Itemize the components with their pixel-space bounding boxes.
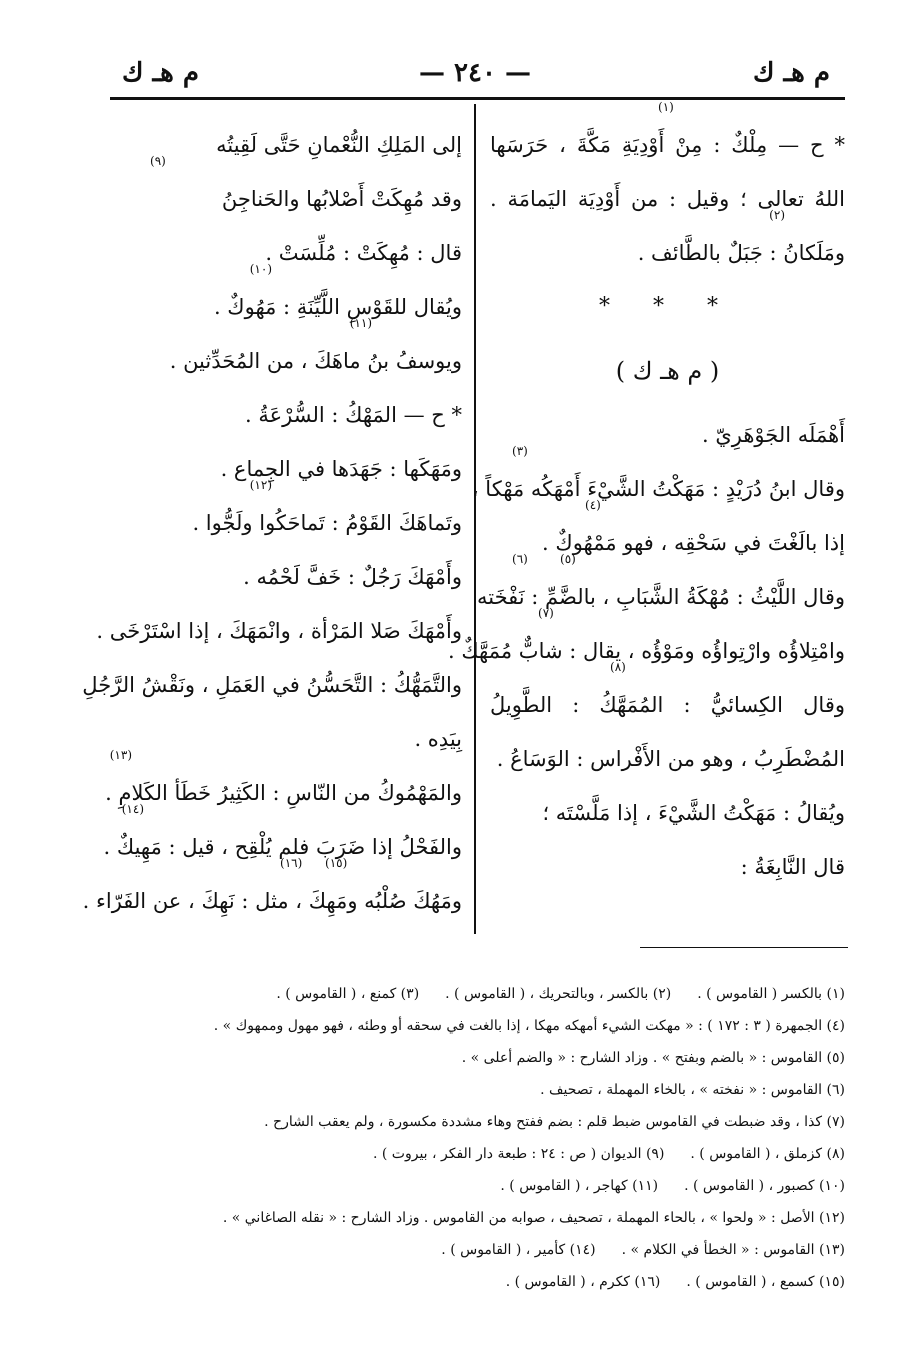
text-line: والفَحْلُ إذا ضَرَبَ فلم يُلْقِح ، قيل : مَهِيكٌ . (١٤) bbox=[103, 802, 462, 859]
page-header bbox=[110, 52, 840, 96]
text-line: ومَلَكانُ : جَبَلٌ بالطَّائف . (٢) bbox=[637, 208, 845, 265]
footnote-mark: (٨) bbox=[610, 660, 626, 674]
text-line: والمَهْمُوكُ من النّاسِ : الكَثِيرُ خَطَأ الكَلامِ . (١٣) bbox=[105, 748, 462, 805]
footnote-mark: (١٦) bbox=[280, 856, 303, 870]
footnote: (١٣) القاموس : « الخطأ في الكلام » . bbox=[621, 1242, 845, 1258]
footnote-row bbox=[110, 1074, 845, 1106]
footnote-mark: (١٥) bbox=[325, 856, 348, 870]
footnote-row bbox=[110, 1042, 845, 1074]
footnote-mark: (٥) bbox=[560, 552, 576, 566]
section-separator: * * * bbox=[599, 294, 736, 319]
text-line: ومَهُكَ صُلْبُه ومَهِكَ ، مثل : نَهِكَ ، عن الفَرّاء . (١٥) (١٦) bbox=[82, 856, 462, 913]
text-line: المُضْطَرِبُ ، وهو من الأَفْراس : الوَسَاعُ . bbox=[496, 747, 845, 771]
text-line: ويُقال للقَوْسِ اللَّيِّنَةِ : مَهُوكٌ . (١٠) bbox=[213, 262, 462, 319]
text-line: بِيَدِه . bbox=[414, 727, 462, 751]
footnote-mark: (٩) bbox=[150, 154, 166, 168]
footnote-mark: (١١) bbox=[349, 316, 372, 330]
footnote: (١٥) كسمع ، ( القاموس ) . bbox=[686, 1274, 845, 1290]
footnote-row bbox=[110, 1202, 845, 1234]
footnote: (٧) كذا ، وقد ضبطت في القاموس ضبط قلم : بضم ففتح وهاء مشددة مكسورة ، ولم يعقب الشارح . bbox=[264, 1114, 845, 1130]
text-line: * ح — المَهْكُ : السُّرْعَةُ . bbox=[245, 403, 462, 427]
footnote: (١٦) ككرم ، ( القاموس ) . bbox=[505, 1274, 661, 1290]
text-line: ومَهَكَها : جَهَدَها في الجِماع . bbox=[220, 457, 462, 481]
header-root-right: م هـ ك bbox=[753, 58, 830, 88]
footnotes bbox=[110, 978, 845, 1298]
footnote: (٦) القاموس : « نفخته » ، بالخاء المهملة ، تصحيف . bbox=[540, 1082, 845, 1098]
footnote-row bbox=[110, 1234, 845, 1266]
text-line: وامْتِلاؤُه وارْتِواؤُه ومَوْؤُه ، يقال : شابٌّ مُمَهَّكٌ . (٧) bbox=[448, 606, 845, 663]
text-line: والتَّمَهُّكُ : التَّحَسُّنُ في العَمَلِ ، ونَقْشُ الرَّجُلِ bbox=[82, 673, 462, 697]
footnote-mark: (١٣) bbox=[109, 748, 132, 762]
left-column bbox=[82, 118, 462, 928]
footnote-mark: (٤) bbox=[585, 498, 601, 512]
header-root-left: م هـ ك bbox=[122, 58, 199, 88]
text-line: إذا بالَغْتَ في سَحْقِه ، فهو مَمْهُوكٌ . (٤) bbox=[542, 498, 845, 555]
text-line: ويُقالُ : مَهَكْتُ الشَّيْءَ ، إذا مَلَّسْتَه ؛ bbox=[542, 801, 845, 825]
footnote: (٩) الديوان ( ص : ٢٤ : طبعة دار الفكر ، بيروت ) . bbox=[372, 1146, 665, 1162]
text-line: قال النَّابِغَةُ : bbox=[740, 855, 845, 879]
text-line: وقال ابنُ دُرَيْدٍ : مَهَكْتُ الشَّيْءَ أَمْهَكُه مَهْكاً ، (٣) bbox=[471, 444, 845, 501]
footnote-mark: (٣) bbox=[512, 444, 528, 458]
footnote: (٣) كمنع ، ( القاموس ) . bbox=[276, 986, 420, 1002]
text-line: وقال الكِسائيُّ : المُمَهَّكُ : الطَّوِيلُ (٨) bbox=[490, 660, 845, 717]
footnote-row bbox=[110, 978, 845, 1010]
text-line: وأَمْهَكَ رَجُلٌ : خَفَّ لَحْمُه . bbox=[243, 565, 462, 589]
right-column bbox=[448, 100, 845, 894]
footnote: (١) بالكسر ( القاموس ) . bbox=[697, 986, 845, 1002]
footnote-row bbox=[110, 1266, 845, 1298]
footnote: (١٠) كصبور ، ( القاموس ) . bbox=[684, 1178, 845, 1194]
text-line: * ح — مِلْكٌ : مِنْ أَوْدِيَةِ مَكَّةَ ، حَرَسَها (١) bbox=[490, 100, 845, 157]
footnote: (١٤) كأمير ، ( القاموس ) . bbox=[441, 1242, 596, 1258]
footnote: (١٢) الأصل : « ولحوا » ، بالحاء المهملة ، تصحيف ، صوابه من القاموس . وزاد الشارح : « نقله الصاغاني » . bbox=[222, 1210, 845, 1226]
footnote-row bbox=[110, 1170, 845, 1202]
footnote-mark: (١٠) bbox=[249, 262, 272, 276]
text-line: وتَماهَكَ القَوْمُ : تَماحَكُوا ولَجُّوا . (١٢) bbox=[192, 478, 462, 535]
footnote-row bbox=[110, 1106, 845, 1138]
column-divider bbox=[474, 104, 476, 934]
footnote: (٢) بالكسر ، وبالتحريك ، ( القاموس ) . bbox=[445, 986, 672, 1002]
footnote-mark: (١٤) bbox=[121, 802, 144, 816]
footnote: (٤) الجمهرة ( ٣ : ١٧٢ ) : « مهكت الشيء أمهكه مهكا ، إذا بالغت في سحقه أو وطئه ، فهو مهول وممهوك » . bbox=[213, 1018, 845, 1034]
verse-line: إلى المَلِكِ النُّعْمانِ حَتَّى لَقِيتُه bbox=[216, 133, 462, 157]
footnote-mark: (١٢) bbox=[249, 478, 272, 492]
footnote: (٥) القاموس : « بالضم وبفتح » . وزاد الشارح : « والضم أعلى » . bbox=[461, 1050, 845, 1066]
footnote: (٨) كزملق ، ( القاموس ) . bbox=[690, 1146, 845, 1162]
header-rule bbox=[110, 97, 845, 100]
text-line: ويوسفُ بنُ ماهَكَ ، من المُحَدِّثين . (١١) bbox=[169, 316, 462, 373]
footnote-mark: (٦) bbox=[512, 552, 528, 566]
footnote-mark: (٧) bbox=[538, 606, 554, 620]
footnote-row bbox=[110, 1010, 845, 1042]
text-line: قال : مُهِكَتْ : مُلِّسَتْ . bbox=[265, 241, 462, 265]
footnote-mark: (١) bbox=[658, 100, 674, 114]
text-line: وأَمْهَكَ صَلا المَرْأة ، وانْمَهَكَ ، إذا اسْتَرْخَى . bbox=[96, 619, 462, 643]
entry-heading: ( م هـ ك ) bbox=[615, 357, 720, 385]
footnote: (١١) كهاجر ، ( القاموس ) . bbox=[500, 1178, 659, 1194]
footnote-mark: (٢) bbox=[769, 208, 785, 222]
text-line: اللهُ تعالى ؛ وقيل : من أَوْدِيَة اليَمامَة . bbox=[490, 187, 845, 211]
footnote-row bbox=[110, 1138, 845, 1170]
page-number: — ٢٤٠ — bbox=[418, 58, 532, 88]
text-line: أَهْمَلَه الجَوْهَرِيّ . bbox=[701, 423, 845, 447]
footnote-rule bbox=[640, 947, 848, 948]
text-line: وقال اللَّيْثُ : مُهْكَةُ الشَّبَابِ ، بالضَّمِّ : نَفْخَته (٥) (٦) bbox=[476, 552, 845, 609]
verse-line: وقد مُهِكَتْ أَصْلابُها والحَناجِنُ (٩) bbox=[150, 154, 462, 211]
